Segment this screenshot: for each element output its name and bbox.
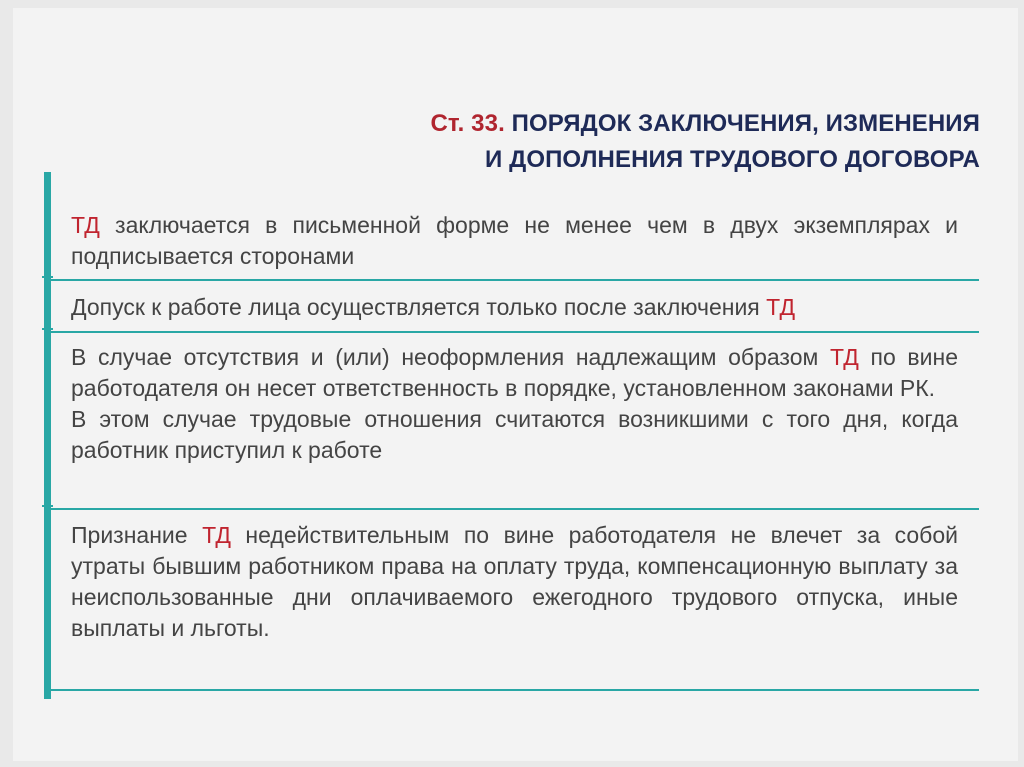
- rule-block-2: [71, 292, 958, 323]
- rule-text: недействительным по вине работодателя не влечет за собой утраты бывшим работником права на оплату труда, компенсационную выплату за неиспользованные дни оплачиваемого ежегодного трудового отпуска, иные выплаты и льготы.: [71, 522, 958, 641]
- rule-text: заключается в письменной форме не менее чем в двух экземплярах и подписывается сторонами: [71, 212, 958, 269]
- rule-block-3: [71, 342, 958, 466]
- title-line-1: [430, 106, 980, 142]
- title-line-2: И ДОПОЛНЕНИЯ ТРУДОВОГО ДОГОВОРА: [485, 146, 980, 173]
- divider-line: [44, 689, 979, 691]
- rule-text: В случае отсутствия и (или) неоформления надлежащим образом: [71, 344, 830, 370]
- slide-title: [430, 106, 980, 178]
- td-highlight: ТД: [766, 294, 796, 320]
- rule-text: Допуск к работе лица осуществляется только после заключения: [71, 294, 767, 320]
- title-text-1: ПОРЯДОК ЗАКЛЮЧЕНИЯ, ИЗМЕНЕНИЯ: [511, 110, 980, 137]
- rule-block-4: [71, 520, 958, 644]
- article-number: Ст. 33.: [430, 110, 505, 137]
- td-highlight: ТД: [71, 212, 100, 238]
- rule-text: по вине работодателя он несет ответственность в порядке, установленном законами РК.: [71, 344, 958, 401]
- td-highlight: ТД: [829, 344, 859, 370]
- td-highlight: ТД: [202, 522, 231, 548]
- rule-text: Признание: [71, 522, 203, 548]
- divider-line: [44, 508, 979, 510]
- slide: [13, 8, 1018, 761]
- divider-line: [44, 279, 979, 281]
- accent-vertical-bar: [44, 172, 51, 699]
- rule-text: В этом случае трудовые отношения считаются возникшими с того дня, когда работник приступил к работе: [71, 406, 958, 463]
- divider-line: [44, 331, 979, 333]
- rule-block-1: [71, 210, 958, 272]
- bar-tick: [42, 328, 53, 330]
- bar-tick: [42, 505, 53, 507]
- bar-tick: [42, 276, 53, 278]
